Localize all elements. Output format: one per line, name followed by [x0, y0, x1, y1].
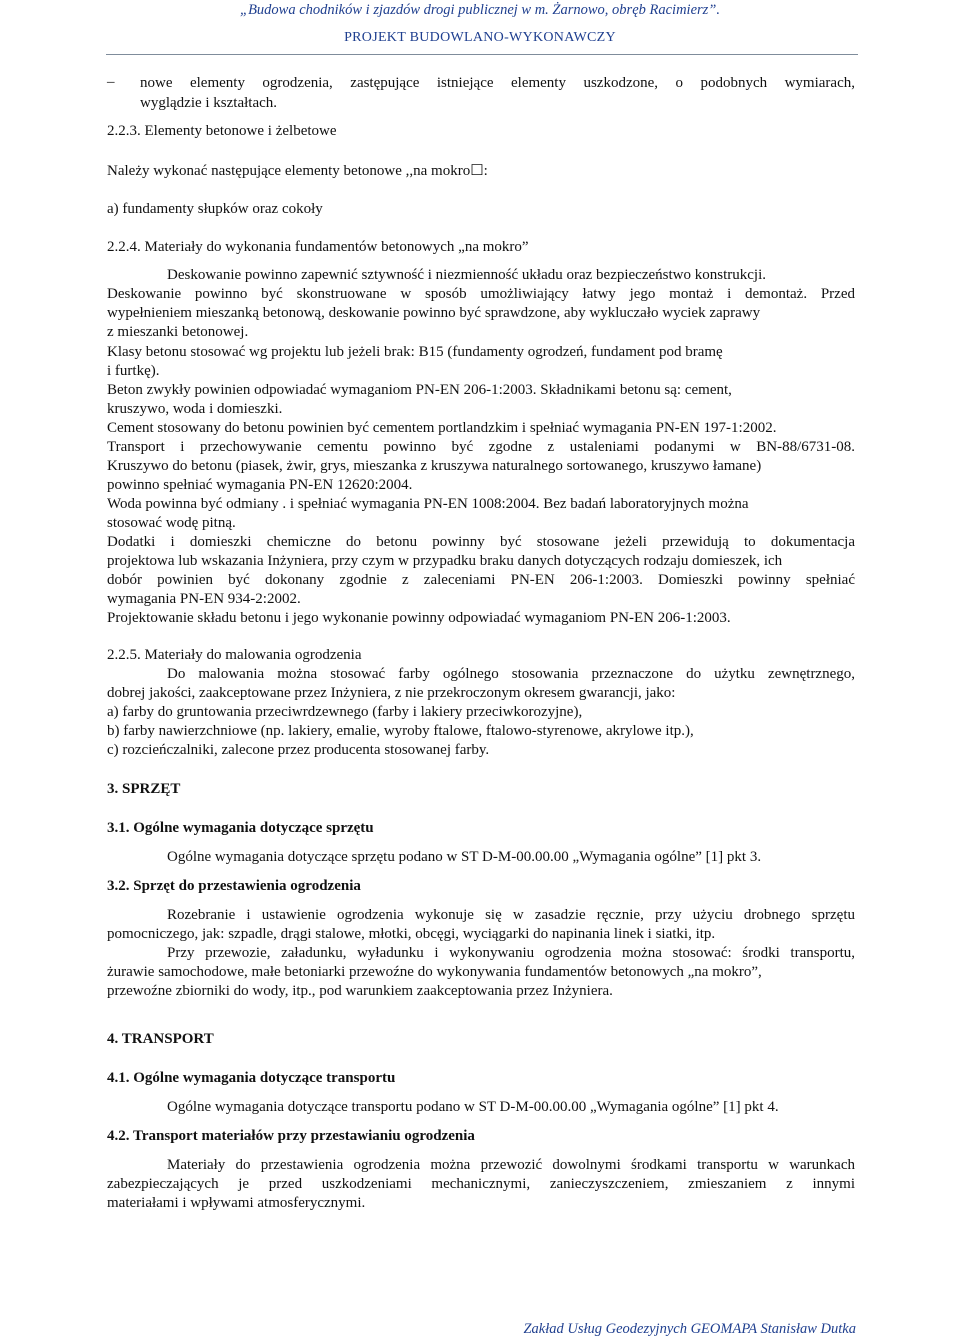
paragraph-line: Woda powinna być odmiany . i spełniać wymagania PN-EN 1008:2004. Bez badań laboratoryjnych można	[107, 496, 749, 512]
paragraph-line: przewoźne zbiorniki do wody, itp., pod warunkiem zaakceptowania przez Inżyniera.	[107, 983, 613, 999]
list-item: a) farby do gruntowania przeciwrdzewnego (farby i lakiery przeciwkorozyjne),	[107, 704, 583, 720]
paragraph-line: Materiały do przestawienia ogrodzenia można przewozić dowolnymi środkami transportu w warunkach	[167, 1157, 855, 1173]
paragraph-line: dobór powinien być dokonany zgodnie z zaleceniami PN-EN 206-1:2003. Domieszki powinny spełniać	[107, 572, 855, 588]
section-4-1-heading: 4.1. Ogólne wymagania dotyczące transportu	[107, 1070, 396, 1086]
header-divider	[106, 54, 858, 55]
section-2-2-3-heading: 2.2.3. Elementy betonowe i żelbetowe	[107, 123, 337, 139]
section-4-2-heading: 4.2. Transport materiałów przy przestawianiu ogrodzenia	[107, 1128, 475, 1144]
bullet-dash: –	[107, 74, 115, 90]
list-item: c) rozcieńczalniki, zalecone przez producenta stosowanej farby.	[107, 742, 490, 758]
paragraph-line: kruszywo, woda i domieszki.	[107, 401, 283, 417]
section-4-heading: 4. TRANSPORT	[107, 1031, 214, 1047]
section-2-2-3-item-a: a) fundamenty słupków oraz cokoły	[107, 201, 323, 217]
section-2-2-4-heading: 2.2.4. Materiały do wykonania fundamentów betonowych „na mokro”	[107, 239, 529, 255]
bullet-line-2: wyglądzie i kształtach.	[140, 95, 278, 111]
paragraph-line: pomocniczego, jak: szpadle, drągi stalowe, młotki, obcęgi, wyciągarki do napinania linek i siatki, itp.	[107, 926, 716, 942]
paragraph-line: Projektowanie składu betonu i jego wykonanie powinny odpowiadać wymaganiom PN-EN 206-1:2003.	[107, 610, 731, 626]
paragraph-line: Przy przewozie, załadunku, wyładunku i wykonywaniu ogrodzenia można stosować: środki transportu,	[167, 945, 855, 961]
paragraph-line: wypełnieniem mieszanką betonową, deskowanie powinno być sprawdzone, aby wykluczało wyciek zaprawy	[107, 305, 761, 321]
paragraph-line: zabezpieczających je przed uszkodzeniami mechanicznymi, zanieczyszczeniem, zmieszaniem z innymi	[107, 1176, 855, 1192]
paragraph-line: i furtkę).	[107, 363, 160, 379]
paragraph-line: dobrej jakości, zaakceptowane przez Inżyniera, z nie przekroczonym okresem gwarancji, jako:	[107, 685, 676, 701]
paragraph-line: stosować wodę pitną.	[107, 515, 236, 531]
bullet-line-1: nowe elementy ogrodzenia, zastępujące istniejące elementy uszkodzone, o podobnych wymiarach,	[140, 75, 855, 91]
paragraph-line: powinno spełniać wymagania PN-EN 12620:2004.	[107, 477, 413, 493]
paragraph-line: projektowa lub wskazania Inżyniera, przy czym w przypadku braku danych dotyczących rodzaju domieszek, ich	[107, 553, 783, 569]
paragraph-line: materiałami i wpływami atmosferycznymi.	[107, 1195, 366, 1211]
section-4-1-text: Ogólne wymagania dotyczące transportu podano w ST D-M-00.00.00 „Wymagania ogólne” [1] pkt 4.	[167, 1099, 779, 1115]
paragraph-line: Klasy betonu stosować wg projektu lub jeżeli brak: B15 (fundamenty ogrodzeń, fundament pod bramę	[107, 344, 723, 360]
header-subtitle: PROJEKT BUDOWLANO-WYKONAWCZY	[344, 30, 616, 45]
paragraph-line: żurawie samochodowe, małe betoniarki przewoźne do wykonywania fundamentów betonowych „na mokro”,	[107, 964, 762, 980]
paragraph-line: z mieszanki betonowej.	[107, 324, 249, 340]
section-3-1-text: Ogólne wymagania dotyczące sprzętu podano w ST D-M-00.00.00 „Wymagania ogólne” [1] pkt 3.	[167, 849, 762, 865]
paragraph-line: Dodatki i domieszki chemiczne do betonu powinny być stosowane jeżeli przewidują to dokumentacja	[107, 534, 855, 550]
section-3-heading: 3. SPRZĘT	[107, 781, 181, 797]
paragraph-line: Transport i przechowywanie cementu powinno być zgodne z ustaleniami podanymi w BN-88/6731-08.	[107, 439, 855, 455]
section-3-1-heading: 3.1. Ogólne wymagania dotyczące sprzętu	[107, 820, 374, 836]
paragraph-line: Rozebranie i ustawienie ogrodzenia wykonuje się w zasadzie ręcznie, przy użyciu drobnego sprzętu	[167, 907, 855, 923]
paragraph-line: Deskowanie powinno zapewnić sztywność i niezmienność układu oraz bezpieczeństwo konstrukcji.	[167, 267, 766, 283]
footer-text: Zakład Usług Geodezyjnych GEOMAPA Stanisław Dutka	[523, 1321, 856, 1337]
paragraph-line: Cement stosowany do betonu powinien być cementem portlandzkim i spełniać wymagania PN-EN 197-1:2002.	[107, 420, 777, 436]
paragraph-line: Beton zwykły powinien odpowiadać wymaganiom PN-EN 206-1:2003. Składnikami betonu są: cement,	[107, 382, 732, 398]
paragraph-line: Kruszywo do betonu (piasek, żwir, grys, mieszanka z kruszywa naturalnego sortowanego, kruszywo łamane)	[107, 458, 762, 474]
section-2-2-5-heading: 2.2.5. Materiały do malowania ogrodzenia	[107, 647, 362, 663]
list-item: b) farby nawierzchniowe (np. lakiery, emalie, wyroby ftalowe, ftalowo-styrenowe, akrylowe itp.),	[107, 723, 694, 739]
section-2-2-3-intro: Należy wykonać następujące elementy betonowe ,,na mokro☐:	[107, 163, 488, 179]
paragraph-line: wymagania PN-EN 934-2:2002.	[107, 591, 301, 607]
header-title: „Budowa chodników i zjazdów drogi publicznej w m. Żarnowo, obręb Racimierz”.	[240, 2, 720, 18]
paragraph-line: Do malowania można stosować farby ogólnego stosowania przeznaczone do użytku zewnętrznego,	[167, 666, 855, 682]
paragraph-line: Deskowanie powinno być skonstruowane w sposób umożliwiający łatwy jego montaż i demontaż. Przed	[107, 286, 855, 302]
section-3-2-heading: 3.2. Sprzęt do przestawienia ogrodzenia	[107, 878, 361, 894]
